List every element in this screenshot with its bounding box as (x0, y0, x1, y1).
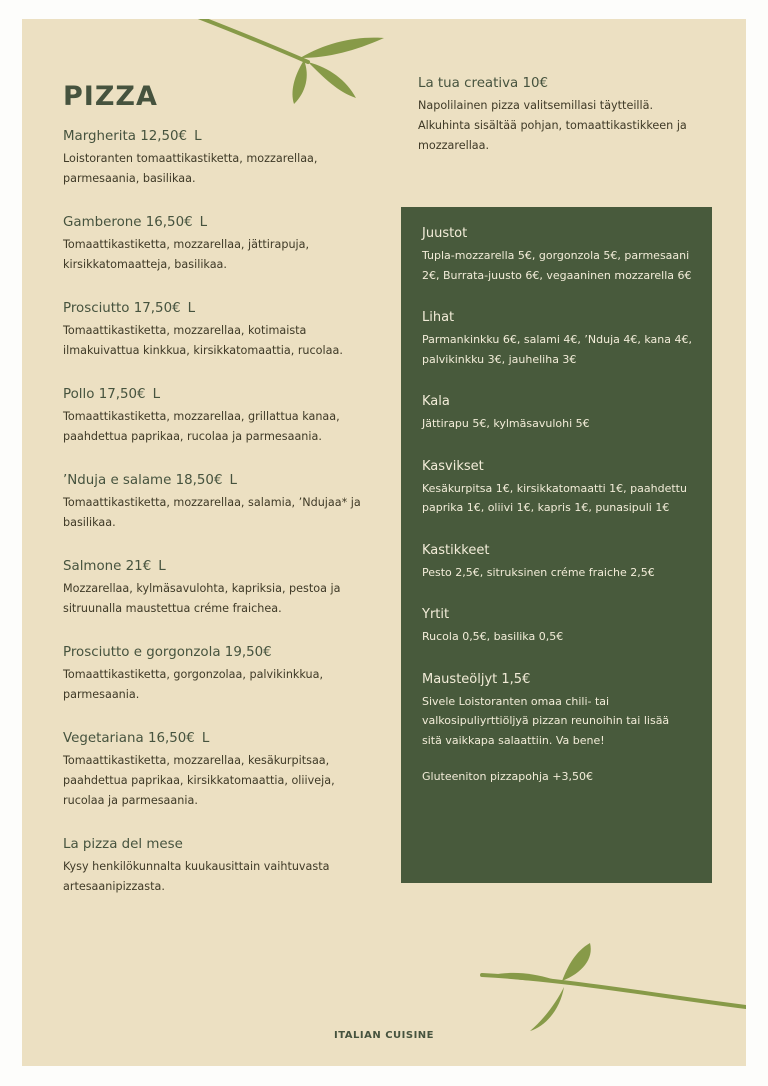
item-diet: L (201, 731, 210, 746)
section-description: Parmankinkku 6€, salami 4€, ’Nduja 4€, kana 4€, palvikinkku 3€, jauheliha 3€ (422, 333, 693, 366)
item-name: Vegetariana (63, 731, 144, 746)
menu-item (63, 645, 373, 705)
item-diet: L (199, 215, 208, 230)
item-diet: L (187, 301, 196, 316)
item-diet: L (229, 473, 237, 488)
menu-item (63, 215, 373, 275)
topping-section (422, 310, 692, 369)
menu-item (63, 837, 373, 897)
item-name-line (63, 473, 373, 488)
item-description: Mozzarellaa, kylmäsavulohta, kapriksia, pestoa ja sitruunalla maustettua créme fraichea. (63, 582, 341, 615)
section-description: Pesto 2,5€, sitruksinen créme fraiche 2,5€ (422, 565, 655, 579)
toppings-panel (401, 207, 712, 883)
item-name: ’Nduja e salame (63, 473, 172, 488)
section-title: Yrtit (422, 607, 450, 622)
section-description: Kesäkurpitsa 1€, kirsikkatomaatti 1€, paahdettu paprika 1€, oliivi 1€, kapris 1€, punasipuli 1€ (422, 481, 687, 514)
item-name: Prosciutto (63, 301, 130, 316)
item-name-line (63, 215, 373, 230)
item-name: La tua creativa (418, 76, 519, 91)
item-name: Salmone (63, 559, 122, 574)
item-price: 16,50€ (147, 731, 195, 746)
item-description: Napolilainen pizza valitsemillasi täytteillä. Alkuhinta sisältää pohjan, tomaattikastikkeen ja mozzarellaa. (418, 99, 687, 152)
section-description: Tupla-mozzarella 5€, gorgonzola 5€, parmesaani 2€, Burrata-juusto 6€, vegaaninen mozzarella 6€ (422, 249, 692, 282)
section-description: Sivele Loistoranten omaa chili- tai valkosipuliyrttiöljyä pizzan reunoihin tai lisää sitä vaikkapa salaattiin. Va bene! (422, 694, 670, 747)
item-price: 12,50€ (140, 129, 188, 144)
item-description: Tomaattikastiketta, mozzarellaa, jättirapuja, kirsikkatomaatteja, basilikaa. (63, 238, 310, 271)
item-name: Pollo (63, 387, 95, 402)
item-price: 18,50€ (175, 473, 223, 488)
menu-item (63, 129, 373, 189)
topping-section (422, 672, 692, 751)
section-title: Kastikkeet (422, 542, 490, 558)
section-title: Kala (422, 394, 450, 409)
item-name: Gamberone (63, 215, 142, 230)
item-diet: L (194, 129, 202, 144)
section-title: Lihat (422, 310, 455, 325)
creativa-item (418, 76, 708, 156)
menu-item (63, 473, 373, 533)
item-name-line (63, 129, 373, 144)
item-diet: L (158, 559, 166, 574)
topping-section (422, 226, 692, 285)
item-name-line (418, 76, 708, 91)
item-price: 17,50€ (133, 301, 181, 316)
item-name: La pizza del mese (63, 837, 183, 852)
item-description: Loistoranten tomaattikastiketta, mozzarellaa, parmesaania, basilikaa. (63, 152, 318, 185)
section-description: Rucola 0,5€, basilika 0,5€ (422, 630, 564, 643)
item-description: Tomaattikastiketta, mozzarellaa, grillattua kanaa, paahdettua paprikaa, rucolaa ja parmesaania. (63, 410, 340, 443)
item-description: Tomaattikastiketta, mozzarellaa, kesäkurpitsaa, paahdettua paprikaa, kirsikkatomaattia, oliiveja, rucolaa ja parmesaania. (63, 754, 335, 807)
leaf-branch-top-icon (142, 19, 402, 120)
section-title: Kasvikset (422, 458, 484, 474)
section-description: Jättirapu 5€, kylmäsavulohi 5€ (422, 417, 590, 430)
item-name: Prosciutto e gorgonzola (63, 645, 221, 660)
item-description: Tomaattikastiketta, gorgonzolaa, palvikinkkua, parmesaania. (63, 668, 324, 701)
item-name-line (63, 731, 373, 746)
gluten-free-note: Gluteeniton pizzapohja +3,50€ (422, 770, 593, 783)
menu-item (63, 387, 373, 447)
item-price: 17,50€ (98, 387, 146, 402)
item-description: Tomaattikastiketta, mozzarellaa, salamia, ’Ndujaa* ja basilikaa. (63, 496, 361, 529)
item-description: Kysy henkilökunnalta kuukausittain vaihtuvasta artesaanipizzasta. (63, 860, 330, 893)
section-title: Juustot (422, 226, 468, 241)
topping-section (422, 459, 692, 518)
topping-section (422, 394, 692, 434)
menu-item (63, 559, 373, 619)
pizza-list (63, 129, 373, 923)
item-diet: L (152, 387, 161, 402)
item-name-line (63, 301, 373, 316)
section-title: Mausteöljyt 1,5€ (422, 671, 531, 687)
page-title: PIZZA (63, 81, 158, 112)
menu-item (63, 731, 373, 811)
topping-section (422, 607, 692, 647)
menu-item (63, 301, 373, 361)
item-description: Tomaattikastiketta, mozzarellaa, kotimaista ilmakuivattua kinkkua, kirsikkatomaattia, rucolaa. (63, 324, 343, 357)
item-name-line (63, 387, 373, 402)
footer-text: ITALIAN CUISINE (334, 1030, 434, 1041)
item-price: 21€ (125, 559, 152, 574)
item-price: 19,50€ (224, 645, 272, 660)
item-name-line (63, 645, 373, 660)
topping-section (422, 543, 692, 583)
item-price: 16,50€ (145, 215, 193, 230)
menu-page (22, 19, 746, 1066)
item-name: Margherita (63, 129, 136, 144)
item-name-line (63, 559, 373, 574)
item-price: 10€ (522, 76, 549, 91)
